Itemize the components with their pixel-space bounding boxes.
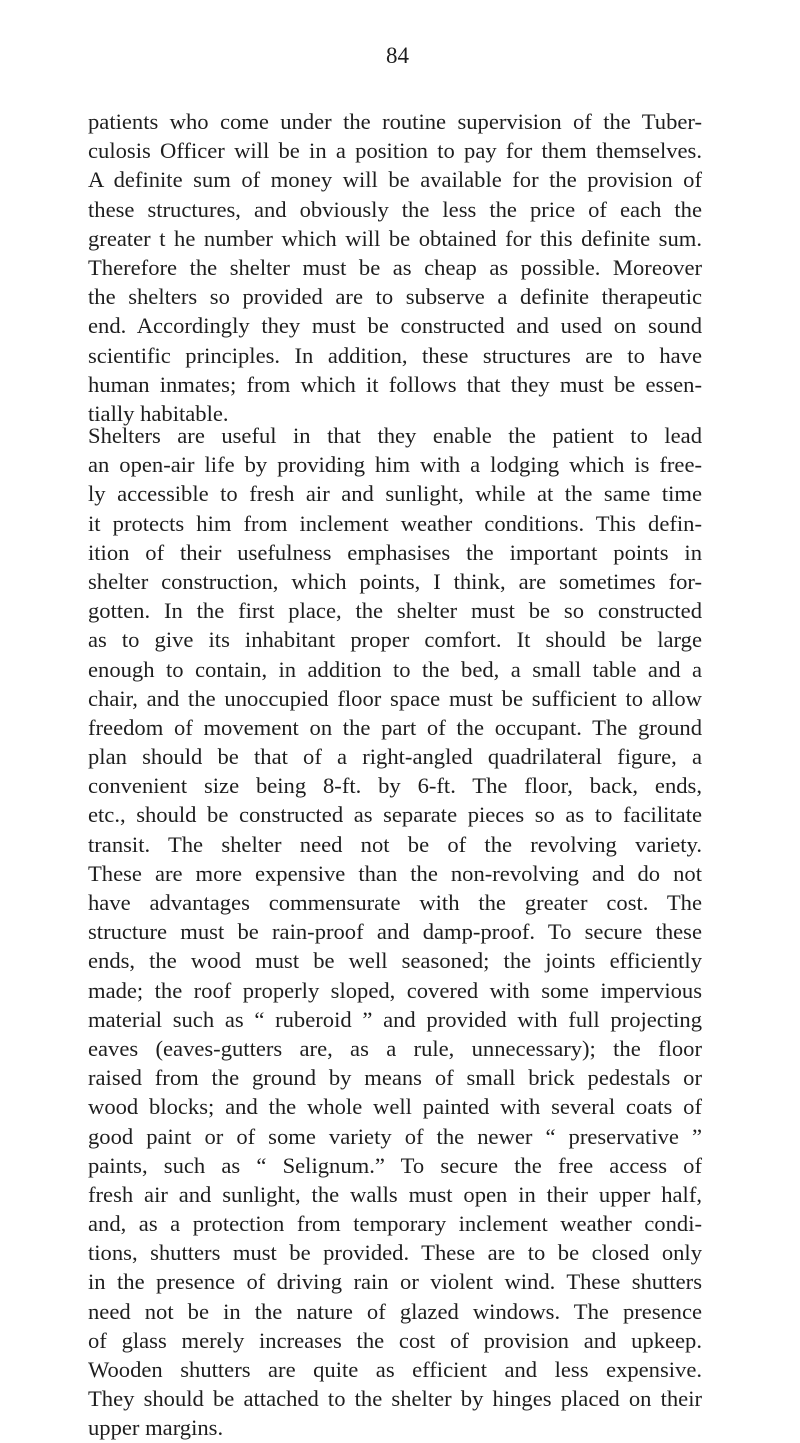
text-line: enough to contain, in addition to the bed, a small table and a — [88, 656, 702, 682]
text-line: in the presence of driving rain or violent wind. These shutters — [88, 1269, 702, 1295]
text-line: patients who come under the routine supervision of the Tuber- — [88, 109, 702, 134]
text-line: good paint or of some variety of the newer “ preservative ” — [88, 1123, 702, 1149]
text-line: it protects him from inclement weather conditions. This defin- — [88, 510, 702, 536]
text-line: gotten. In the first place, the shelter must be so constructed — [88, 598, 702, 624]
text-line: plan should be that of a right-angled quadrilateral figure, a — [88, 744, 702, 770]
text-line: upper margins. — [88, 1415, 224, 1441]
text-line: end. Accordingly they must be constructed and used on sound — [88, 313, 702, 339]
text-line: A definite sum of money will be available for the provision of — [88, 167, 702, 193]
text-line: Shelters are useful in that they enable the patient to lead — [88, 423, 702, 448]
text-line: Therefore the shelter must be as cheap as possible. Moreover — [88, 254, 702, 280]
page-number: 84 — [386, 43, 409, 68]
text-line: need not be in the nature of glazed windows. The presence — [88, 1298, 702, 1324]
paragraph-1 — [88, 107, 702, 428]
text-line: paints, such as “ Selignum.” To secure the free access of — [88, 1152, 702, 1178]
text-line: structure must be rain-proof and damp-proof. To secure these — [88, 919, 702, 945]
paragraph-2 — [88, 421, 702, 1443]
text-line: convenient size being 8-ft. by 6-ft. The floor, back, ends, — [88, 773, 702, 799]
text-line: They should be attached to the shelter by hinges placed on their — [88, 1386, 702, 1412]
text-line: culosis Officer will be in a position to pay for them themselves. — [88, 138, 702, 164]
text-line: wood blocks; and the whole well painted with several coats of — [88, 1094, 702, 1120]
text-line: etc., should be constructed as separate pieces so as to facilitate — [88, 802, 702, 828]
text-line: Wooden shutters are quite as efficient and less expensive. — [88, 1357, 702, 1382]
text-line: the shelters so provided are to subserve a definite therapeutic — [88, 284, 702, 310]
text-line: raised from the ground by means of small brick pedestals or — [88, 1065, 702, 1091]
text-line: greater t he number which will be obtained for this definite sum. — [88, 225, 702, 251]
text-line: shelter construction, which points, I think, are sometimes for- — [88, 568, 702, 594]
text-line: These are more expensive than the non-revolving and do not — [88, 860, 702, 886]
text-line: as to give its inhabitant proper comfort. It should be large — [88, 627, 702, 653]
text-line: tially habitable. — [88, 400, 229, 426]
text-line: made; the roof properly sloped, covered with some impervious — [88, 977, 702, 1003]
text-line: and, as a protection from temporary inclement weather condi- — [88, 1211, 702, 1237]
text-line: transit. The shelter need not be of the revolving variety. — [88, 831, 702, 857]
text-line: these structures, and obviously the less the price of each the — [88, 196, 702, 222]
text-line: an open-air life by providing him with a lodging which is free- — [88, 452, 702, 478]
text-line: ly accessible to fresh air and sunlight, while at the same time — [88, 481, 702, 507]
text-line: eaves (eaves-gutters are, as a rule, unnecessary); the floor — [88, 1035, 702, 1061]
text-line: material such as “ ruberoid ” and provided with full projecting — [88, 1006, 702, 1032]
text-line: of glass merely increases the cost of provision and upkeep. — [88, 1327, 702, 1353]
text-line: ition of their usefulness emphasises the important points in — [88, 539, 702, 565]
text-line: fresh air and sunlight, the walls must open in their upper half, — [88, 1181, 702, 1207]
text-line: tions, shutters must be provided. These are to be closed only — [88, 1240, 702, 1266]
text-line: human inmates; from which it follows that they must be essen- — [88, 371, 702, 397]
text-line: ends, the wood must be well seasoned; the joints efficiently — [88, 948, 702, 974]
text-line: chair, and the unoccupied floor space must be sufficient to allow — [88, 685, 702, 711]
text-line: scientific principles. In addition, these structures are to have — [88, 342, 702, 368]
text-line: freedom of movement on the part of the occupant. The ground — [88, 714, 702, 740]
text-line: have advantages commensurate with the greater cost. The — [88, 890, 702, 915]
